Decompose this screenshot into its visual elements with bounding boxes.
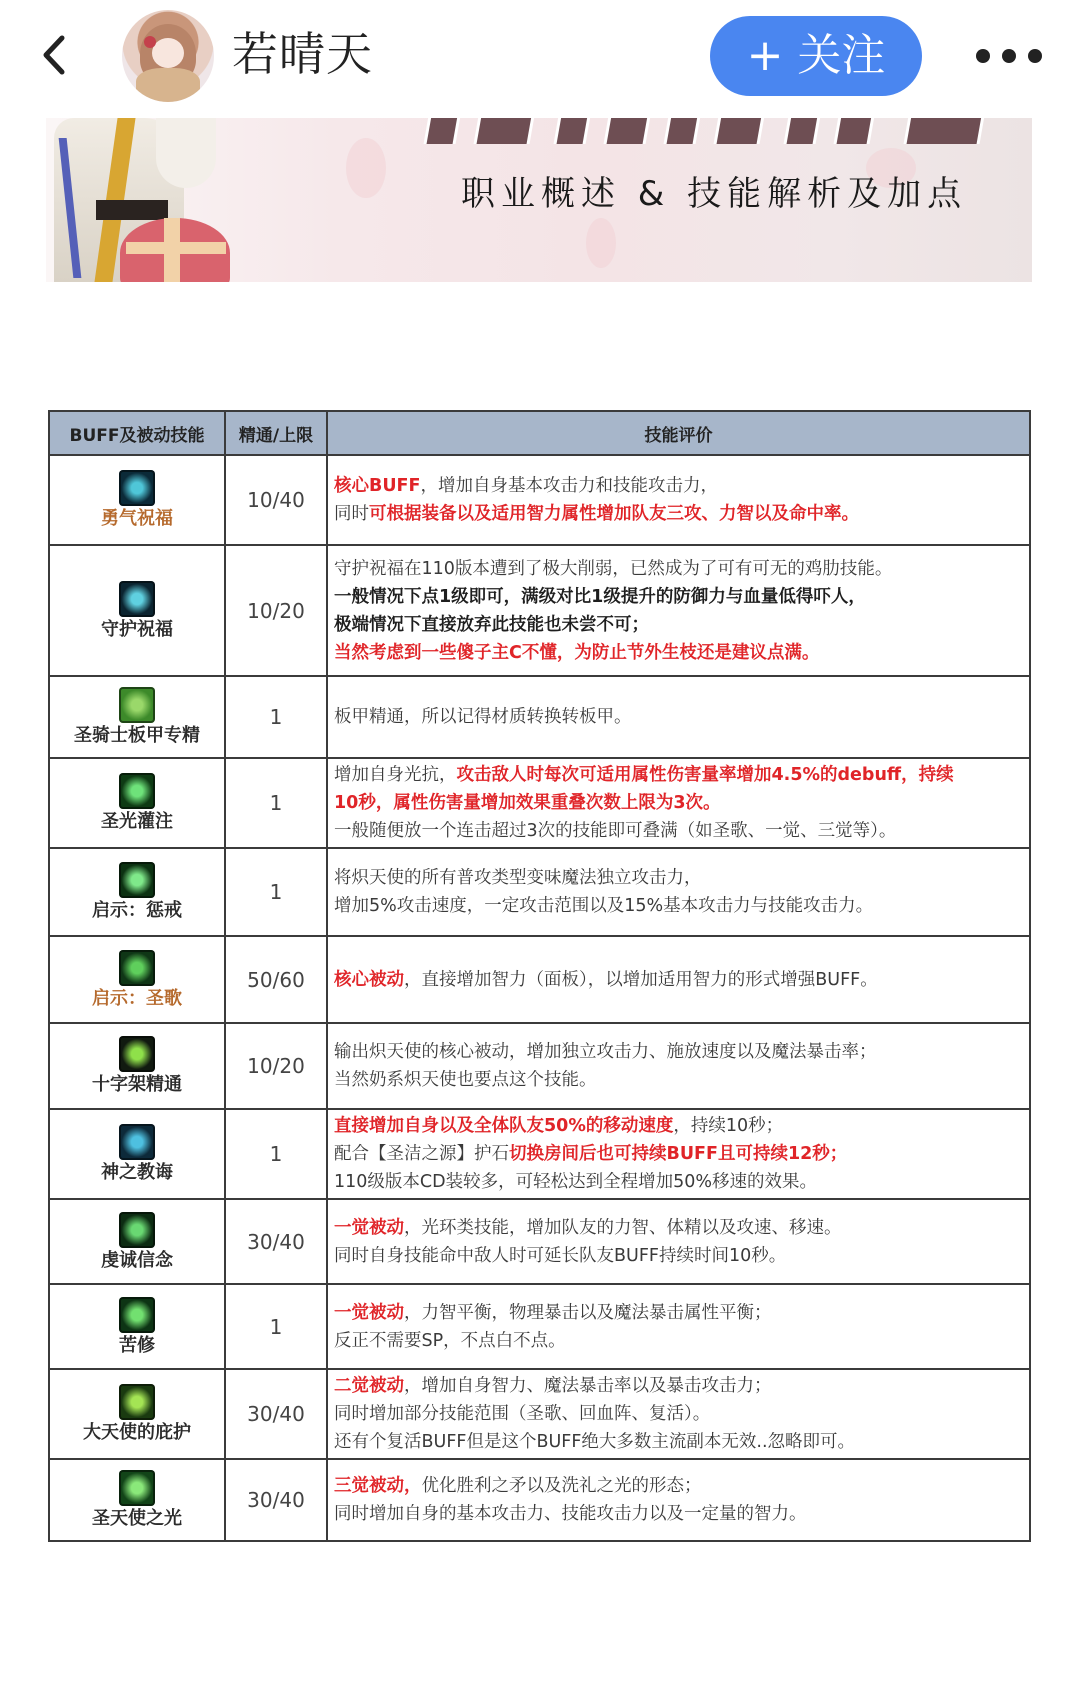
skill-name: 启示：惩戒	[92, 900, 182, 921]
evaluation-text: 一般随便放一个连击超过3次的技能即可叠满（如圣歌、一觉、三觉等）。	[334, 821, 897, 841]
skill-name: 大天使的庇护	[83, 1422, 191, 1443]
skill-name: 启示：圣歌	[92, 987, 182, 1009]
skill-level: 1	[225, 1284, 327, 1369]
evaluation-text: ，增加自身智力、魔法暴击率以及暴击攻击力；	[404, 1376, 772, 1396]
table-row	[49, 1023, 1030, 1109]
evaluation-line	[334, 892, 1025, 920]
column-header-evaluation: 技能评价	[327, 411, 1030, 455]
banner-subtitle: 职业概述 & 技能解析及加点	[461, 174, 968, 214]
skill-level: 1	[225, 676, 327, 758]
skill-cell	[49, 1369, 225, 1459]
back-button[interactable]	[36, 30, 76, 80]
evaluation-line	[334, 500, 1025, 528]
character-illustration	[46, 118, 296, 282]
evaluation-text: 增加5%攻击速度，一定攻击范围以及15%基本攻击力与技能攻击力。	[334, 896, 874, 916]
highlight-text: 攻击敌人时每次可适用属性伤害量率增加4.5%的debuff，持续	[456, 765, 954, 785]
holy-light-icon	[119, 773, 155, 809]
skill-evaluation	[327, 936, 1030, 1023]
skill-level: 10/20	[225, 545, 327, 676]
skill-level: 50/60	[225, 936, 327, 1023]
skill-evaluation	[327, 1023, 1030, 1109]
skill-cell	[49, 455, 225, 545]
evaluation-text: 一般情况下点1级即可，满级对比1级提升的防御力与血量低得吓人，	[334, 586, 866, 607]
evaluation-text: 同时	[334, 504, 369, 524]
evaluation-line	[334, 472, 1025, 500]
table-row	[49, 455, 1030, 545]
sword-icon	[119, 470, 155, 506]
table-row	[49, 676, 1030, 758]
evaluation-text: ，力智平衡，物理暴击以及魔法暴击属性平衡；	[404, 1302, 772, 1323]
skill-cell	[49, 758, 225, 848]
highlight-text: 切换房间后也可持续BUFF且可持续12秒；	[509, 1144, 848, 1164]
evaluation-line	[334, 1214, 1025, 1242]
table-row	[49, 1199, 1030, 1284]
skill-level: 30/40	[225, 1199, 327, 1284]
skill-evaluation	[327, 1369, 1030, 1459]
skill-name: 虔诚信念	[101, 1249, 173, 1271]
highlight-text: 三觉被动，	[334, 1476, 422, 1496]
avatar[interactable]	[122, 10, 214, 102]
top-bar	[0, 0, 1080, 112]
table-header-row	[49, 411, 1030, 455]
skill-evaluation	[327, 758, 1030, 848]
skill-cell	[49, 936, 225, 1023]
skill-level: 30/40	[225, 1459, 327, 1541]
evaluation-line	[334, 611, 1025, 639]
table-row	[49, 1459, 1030, 1541]
evaluation-line	[334, 1400, 1025, 1428]
table-row	[49, 545, 1030, 676]
table-row	[49, 1109, 1030, 1199]
evaluation-line	[334, 583, 1025, 611]
evaluation-line	[334, 1168, 1025, 1196]
skill-level: 30/40	[225, 1369, 327, 1459]
username[interactable]: 若晴天	[232, 27, 373, 81]
skill-evaluation	[327, 848, 1030, 936]
evaluation-text: 110级版本CD装较多，可轻松达到全程增加50%移速的效果。	[334, 1172, 817, 1192]
skill-cell	[49, 1199, 225, 1284]
evaluation-text: 同时增加部分技能范围（圣歌、回血阵、复活）。	[334, 1404, 711, 1424]
more-options-button[interactable]	[976, 44, 1052, 68]
skill-evaluation	[327, 1284, 1030, 1369]
evaluation-line	[334, 789, 1025, 817]
skill-evaluation	[327, 1109, 1030, 1199]
evaluation-line	[334, 761, 1025, 789]
evaluation-text: 极端情况下直接放弃此技能也未尝不可；	[334, 614, 649, 635]
more-dots-icon	[976, 49, 990, 63]
article-banner-image	[46, 118, 1032, 282]
evaluation-line	[334, 555, 1025, 583]
skill-level: 10/20	[225, 1023, 327, 1109]
evaluation-line	[334, 1140, 1025, 1168]
highlight-text: 一觉被动	[334, 1302, 404, 1323]
skill-cell	[49, 1284, 225, 1369]
evaluation-line	[334, 864, 1025, 892]
table-row	[49, 848, 1030, 936]
archangel-protection-icon	[119, 1384, 155, 1420]
skill-level: 1	[225, 758, 327, 848]
column-header-skill: BUFF及被动技能	[49, 411, 225, 455]
highlight-text: 10秒，属性伤害量增加效果重叠次数上限为3次。	[334, 793, 721, 813]
evaluation-text: 同时增加自身的基本攻击力、技能攻击力以及一定量的智力。	[334, 1504, 807, 1524]
evaluation-line	[334, 1327, 1025, 1355]
evaluation-line	[334, 1500, 1025, 1528]
skill-evaluation	[327, 455, 1030, 545]
skill-cell	[49, 1109, 225, 1199]
skill-level: 10/40	[225, 455, 327, 545]
evaluation-text: 守护祝福在110版本遭到了极大削弱，已然成为了可有可无的鸡肋技能。	[334, 558, 893, 579]
skill-name: 勇气祝福	[101, 508, 173, 529]
plate-armor-icon	[119, 687, 155, 723]
highlight-text: 直接增加自身以及全体队友50%的移动速度	[334, 1116, 674, 1136]
skill-evaluation	[327, 676, 1030, 758]
evaluation-line	[334, 817, 1025, 845]
evaluation-text: ，持续10秒；	[673, 1116, 784, 1136]
chevron-left-icon	[36, 30, 76, 80]
skill-evaluation	[327, 1199, 1030, 1284]
table-row	[49, 758, 1030, 848]
skill-cell	[49, 676, 225, 758]
skill-evaluation	[327, 545, 1030, 676]
shield-icon	[119, 581, 155, 617]
skill-name: 圣天使之光	[92, 1508, 182, 1529]
evaluation-text: 当然奶系炽天使也要点这个技能。	[334, 1070, 597, 1090]
skill-cell	[49, 545, 225, 676]
evaluation-text: 配合【圣洁之源】护石	[334, 1144, 509, 1164]
skill-table	[48, 410, 1031, 1542]
evaluation-line	[334, 1299, 1025, 1327]
evaluation-text: ，直接增加智力（面板），以增加适用智力的形式增强BUFF。	[404, 969, 878, 990]
evaluation-line	[334, 703, 1025, 731]
evaluation-text: ，增加自身基本攻击力和技能攻击力，	[420, 476, 718, 496]
skill-cell	[49, 848, 225, 936]
evaluation-line	[334, 1112, 1025, 1140]
table-row	[49, 936, 1030, 1023]
evaluation-text: 板甲精通，所以记得材质转换转板甲。	[334, 707, 632, 727]
skill-cell	[49, 1023, 225, 1109]
evaluation-text: ，光环类技能，增加队友的力智、体精以及攻速、移速。	[404, 1217, 842, 1238]
evaluation-line	[334, 966, 1025, 994]
evaluation-line	[334, 1066, 1025, 1094]
evaluation-text: 同时自身技能命中敌人时可延长队友BUFF持续时间10秒。	[334, 1245, 787, 1266]
holy-angel-light-icon	[119, 1470, 155, 1506]
revelation-hymn-icon	[119, 950, 155, 986]
highlight-text: 核心被动	[334, 969, 404, 990]
skill-name: 苦修	[119, 1334, 155, 1356]
skill-name: 守护祝福	[101, 618, 173, 640]
divine-teaching-icon	[119, 1124, 155, 1160]
evaluation-text: 增加自身光抗，	[334, 765, 457, 785]
evaluation-line	[334, 1472, 1025, 1500]
evaluation-line	[334, 1038, 1025, 1066]
table-row	[49, 1284, 1030, 1369]
evaluation-text: 输出炽天使的核心被动，增加独立攻击力、施放速度以及魔法暴击率；	[334, 1042, 877, 1062]
skill-name: 神之教诲	[101, 1162, 173, 1183]
banner-title-cropped	[416, 118, 1016, 144]
evaluation-text: 反正不需要SP，不点白不点。	[334, 1330, 566, 1351]
highlight-text: 当然考虑到一些傻子主C不懂，为防止节外生枝还是建议点满。	[334, 642, 820, 663]
column-header-level: 精通/上限	[225, 411, 327, 455]
revelation-punish-icon	[119, 862, 155, 898]
skill-level: 1	[225, 1109, 327, 1199]
highlight-text: 一觉被动	[334, 1217, 404, 1238]
evaluation-text: 将炽天使的所有普攻类型变味魔法独立攻击力，	[334, 868, 702, 888]
evaluation-text: 还有个复活BUFF但是这个BUFF绝大多数主流副本无效..忽略即可。	[334, 1432, 856, 1452]
highlight-text: 核心BUFF	[334, 476, 421, 496]
cross-icon	[119, 1036, 155, 1072]
evaluation-line	[334, 639, 1025, 667]
follow-button[interactable]: + 关注	[710, 16, 922, 96]
skill-name: 十字架精通	[92, 1074, 182, 1095]
highlight-text: 可根据装备以及适用智力属性增加队友三攻、力智以及命中率。	[369, 504, 859, 524]
highlight-text: 二觉被动	[334, 1376, 404, 1396]
skill-cell	[49, 1459, 225, 1541]
penance-icon	[119, 1297, 155, 1333]
evaluation-line	[334, 1372, 1025, 1400]
skill-name: 圣骑士板甲专精	[74, 725, 200, 746]
devotion-icon	[119, 1212, 155, 1248]
evaluation-text: 优化胜利之矛以及洗礼之光的形态；	[421, 1476, 702, 1496]
skill-name: 圣光灌注	[101, 811, 173, 832]
skill-level: 1	[225, 848, 327, 936]
table-row	[49, 1369, 1030, 1459]
evaluation-line	[334, 1428, 1025, 1456]
evaluation-line	[334, 1242, 1025, 1270]
skill-evaluation	[327, 1459, 1030, 1541]
